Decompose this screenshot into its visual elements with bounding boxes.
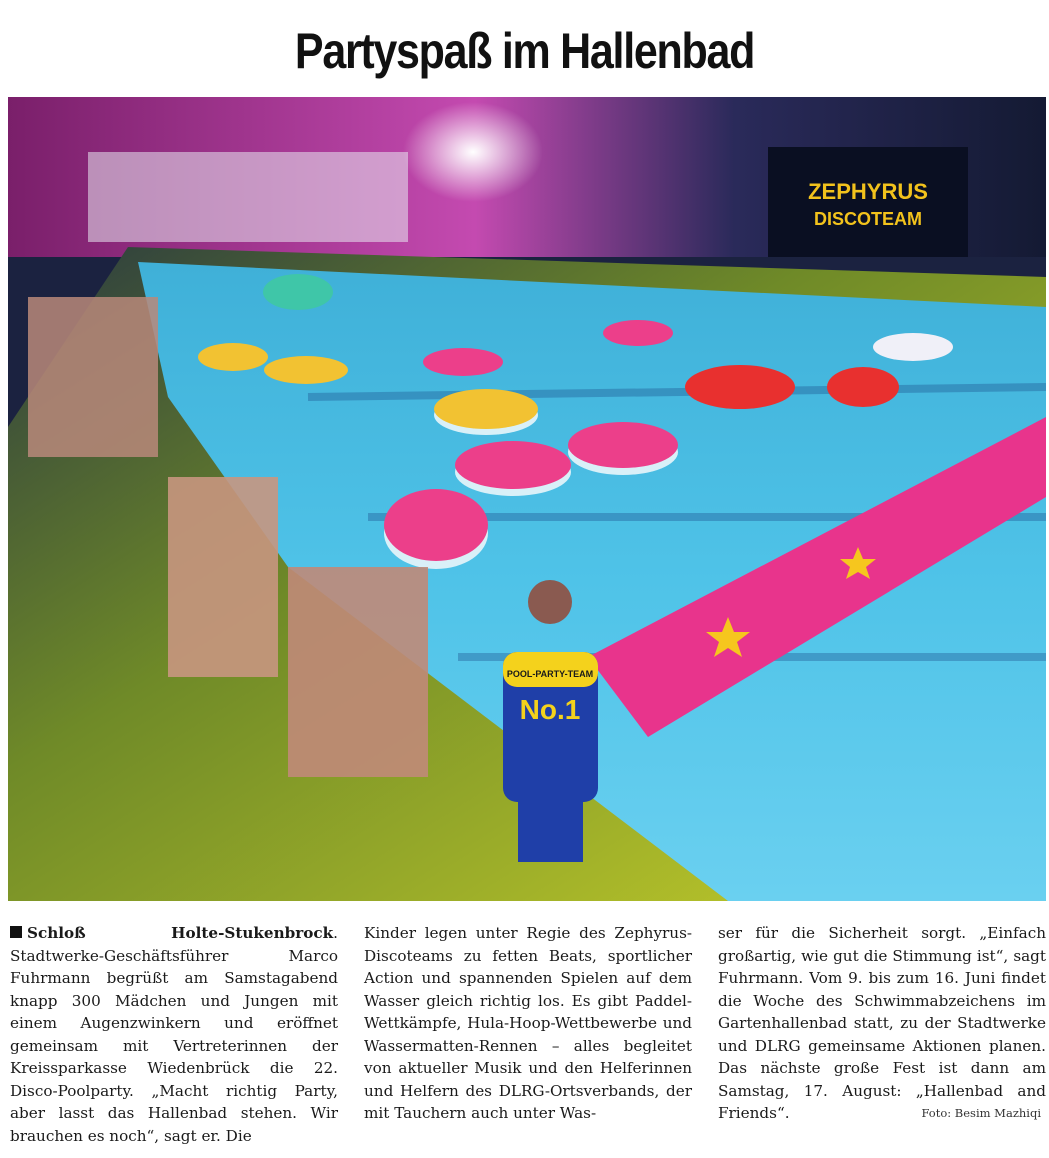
article-column-1 [10,922,338,1147]
dateline: Schloß Holte-Stukenbrock [27,924,334,942]
article-column-2 [364,922,692,1147]
headline: Partyspaß im Hallenbad [294,23,755,79]
shirt-text-number: No.1 [519,694,581,725]
column-1-text: . Stadtwerke-Geschäftsführer Marco Fuhrmann begrüßt am Samstagabend knapp 300 Mädchen und Jungen mit einem Augenzwinkern und eröffnet gemeinsam mit Vertreterinnen der Kreissparkasse Wiedenbrück die 22. Disco-Poolparty. „Macht richtig Party, aber lasst das Hallenbad stehen. Wir brauchen es noch“, sagt er. Die [10,924,338,1145]
column-3-text: ser für die Sicherheit sorgt. „Einfach großartig, wie gut die Stimmung ist“, sagt Fuhrmann. Vom 9. bis zum 16. Juni findet die Woche des Schwimmabzeichens im Gartenhallenbad statt, zu der Stadtwerke und DLRG gemeinsame Aktionen planen. Das nächste große Fest ist dann am Samstag, 17. August: „Hallenbad and Friends“. [718,924,1046,1122]
column-2-text: Kinder legen unter Regie des Zephyrus-Discoteams zu fetten Beats, sportlicher Action und spannenden Spielen auf dem Wasser gleich richtig los. Es gibt Paddel-Wettkämpfe, Hula-Hoop-Wettbewerbe und Wassermatten-Rennen – alles begleitet von aktueller Musik und den Helferinnen und Helfern des DLRG-Ortsverbands, der mit Tauchern auch unter Was- [364,924,692,1122]
article-photo [8,97,1046,901]
shirt-text-top: POOL-PARTY-TEAM [506,669,594,679]
lead-marker [10,926,22,938]
article-body [10,922,1046,1147]
photo-credit: Foto: Besim Mazhiqi [921,1106,1041,1120]
banner-text-top: ZEPHYRUS [808,179,928,204]
banner-text-bottom: DISCOTEAM [814,209,922,229]
